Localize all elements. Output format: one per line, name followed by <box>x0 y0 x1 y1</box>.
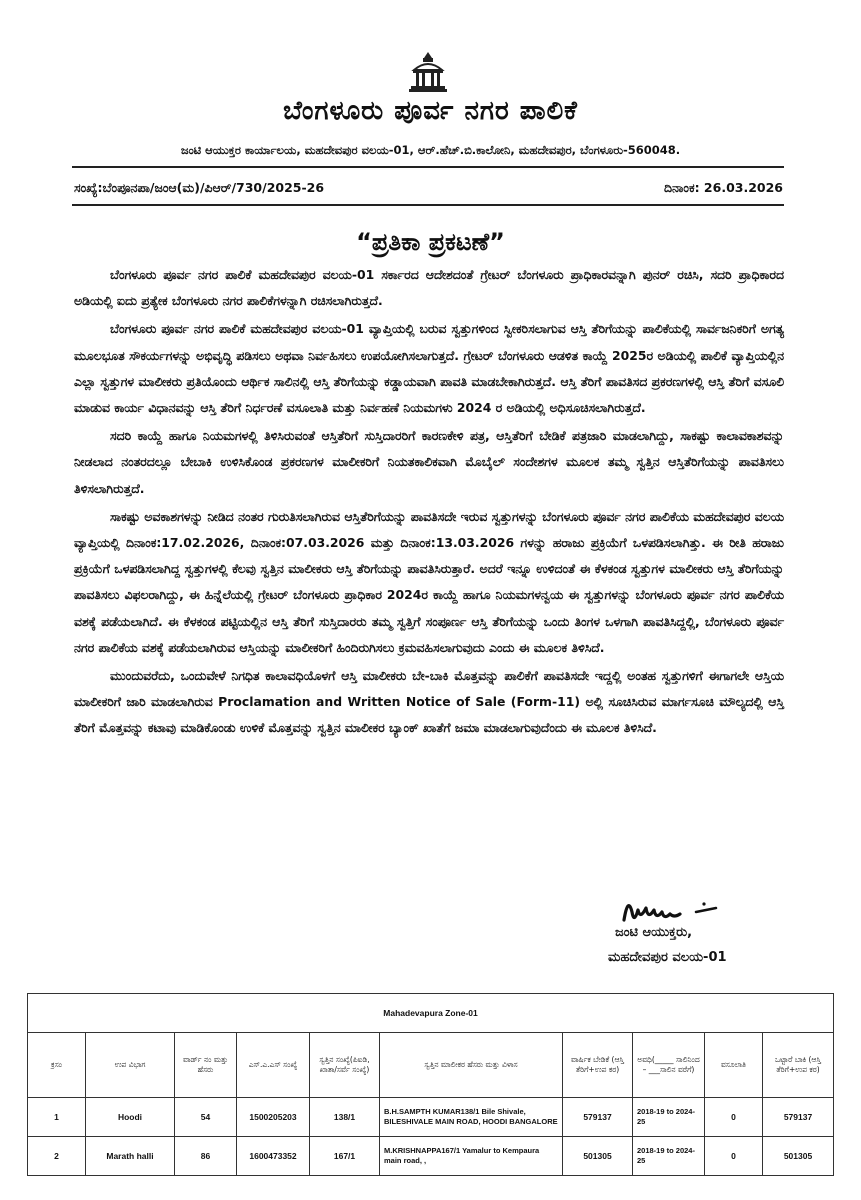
column-header: ಒಟ್ಟಾರೆ ಬಾಕಿ (ಆಸ್ತಿ ತೆರಿಗೆ+ಉಪ ಕರ) <box>763 1033 834 1098</box>
reference-number: ಸಂಖ್ಯೆ:ಬೆಂಪೂನಪಾ/ಜಂಆ(ಮ)/ಪಿಆರ್/730/2025-26 <box>74 180 325 195</box>
table-row <box>28 1098 834 1137</box>
cell-property-no: 167/1 <box>310 1137 380 1176</box>
column-header: ಎಸ್.ಎ.ಎಸ್ ಸಂಖ್ಯೆ <box>237 1033 310 1098</box>
cell-sub-division: Marath halli <box>86 1137 175 1176</box>
cell-property-no: 138/1 <box>310 1098 380 1137</box>
paragraph: ಬೆಂಗಳೂರು ಪೂರ್ವ ನಗರ ಪಾಲಿಕೆ ಮಹದೇವಪುರ ವಲಯ-01 ವ್ಯಾಪ್ತಿಯಲ್ಲಿ ಬರುವ ಸ್ವತ್ತುಗಳಿಂದ ಸ್ವೀಕರಿಸಲಾಗುವ ಆಸ್ತಿ ತೆರಿಗೆಯನ್ನು ಪಾಲಿಕೆಯಲ್ಲಿ ಸಾರ್ವಜನಿಕರಿಗೆ ಅಗತ್ಯ ಮೂಲಭೂತ ಸೌಕರ್ಯಗಳನ್ನು ಅಭಿವೃದ್ಧಿ ಪಡಿಸಲು ಅಥವಾ ನಿರ್ವಹಿಸಲು ಉಪಯೋಗಿಸಲಾಗುತ್ತದೆ. ಗ್ರೇಟರ್ ಬೆಂಗಳೂರು ಆಡಳಿತ ಕಾಯ್ದೆ 2025ರ ಅಡಿಯಲ್ಲಿ ಪಾಲಿಕೆ ವ್ಯಾಪ್ತಿಯಲ್ಲಿನ ಎಲ್ಲಾ ಸ್ವತ್ತುಗಳ ಮಾಲೀಕರು ಪ್ರತಿಯೊಂದು ಆರ್ಥಿಕ ಸಾಲಿನಲ್ಲಿ ಆಸ್ತಿ ತೆರಿಗೆಯನ್ನು ಕಡ್ಡಾಯವಾಗಿ ಪಾವತಿ ಮಾಡಬೇಕಾಗಿರುತ್ತದೆ. ಆಸ್ತಿ ತೆರಿಗೆ ಪಾವತಿಸದ ಪ್ರಕರಣಗಳಲ್ಲಿ ಆಸ್ತಿ ತೆರಿಗೆ ವಸೂಲಿ ಮಾಡುವ ಕಾರ್ಯ ವಿಧಾನವನ್ನು ಆಸ್ತಿ ತೆರಿಗೆ ನಿರ್ಧರಣೆ ವಸೂಲಾತಿ ಮತ್ತು ನಿರ್ವಹಣೆ ನಿಯಮಗಳು 2024 ರ ಅಡಿಯಲ್ಲಿ ಅಧಿಸೂಚಿಸಲಾಗಿರುತ್ತದೆ. <box>74 321 784 416</box>
organization-name: ಬೆಂಗಳೂರು ಪೂರ್ವ ನಗರ ಪಾಲಿಕೆ <box>283 96 578 126</box>
column-header: ವಾರ್ಡ್ ನಂ ಮತ್ತು ಹೆಸರು <box>175 1033 237 1098</box>
cell-collection: 0 <box>705 1098 763 1137</box>
column-header: ವಾರ್ಷಿಕ ಬೇಡಿಕೆ (ಆಸ್ತಿ ತೆರಿಗೆ+ಉಪ ಕರ) <box>563 1033 633 1098</box>
paragraph: ಬೆಂಗಳೂರು ಪೂರ್ವ ನಗರ ಪಾಲಿಕೆ ಮಹದೇವಪುರ ವಲಯ-01 ಸರ್ಕಾರದ ಆದೇಶದಂತೆ ಗ್ರೇಟರ್ ಬೆಂಗಳೂರು ಪ್ರಾಧಿಕಾರವನ್ನಾಗಿ ಪುನರ್ ರಚಿಸಿ, ಸದರಿ ಪ್ರಾಧಿಕಾರದ ಅಡಿಯಲ್ಲಿ ಐದು ಪ್ರತ್ಯೇಕ ಬೆಂಗಳೂರು ನಗರ ಪಾಲಿಕೆಗಳನ್ನಾಗಿ ರಚಿಸಲಾಗಿರುತ್ತದೆ. <box>74 267 784 309</box>
press-release-title: “ಪ್ರತಿಕಾ ಪ್ರಕಟಣೆ” <box>356 228 505 256</box>
government-building-emblem-icon <box>406 50 450 94</box>
office-address: ಜಂಟಿ ಆಯುಕ್ತರ ಕಾರ್ಯಾಲಯ, ಮಹದೇವಪುರ ವಲಯ-01, ಆರ್.ಹೆಚ್.ಬಿ.ಕಾಲೋನಿ, ಮಹದೇವಪುರ, ಬೆಂಗಳೂರು-560048. <box>180 143 681 157</box>
header-divider <box>72 166 784 168</box>
cell-sas-no: 1600473352 <box>237 1137 310 1176</box>
cell-total-due: 501305 <box>763 1137 834 1176</box>
cell-owner-address: M.KRISHNAPPA167/1 Yamalur to Kempaura main road, , <box>380 1137 563 1176</box>
cell-period: 2018-19 to 2024-25 <box>633 1098 705 1137</box>
defaulters-table-container <box>27 993 833 1176</box>
table-header-row <box>28 1033 834 1098</box>
cell-owner-address: B.H.SAMPTH KUMAR138/1 Bile Shivale, BILESHIVALE MAIN ROAD, HOODI BANGALORE <box>380 1098 563 1137</box>
paragraph: ಮುಂದುವರೆದು, ಒಂದುವೇಳೆ ನಿಗಧಿತ ಕಾಲಾವಧಿಯೊಳಗೆ ಆಸ್ತಿ ಮಾಲೀಕರು ಬೇ-ಬಾಕಿ ಮೊತ್ತವನ್ನು ಪಾಲಿಕೆಗೆ ಪಾವತಿಸದೇ ಇದ್ದಲ್ಲಿ ಅಂತಹ ಸ್ವತ್ತುಗಳಿಗೆ ಈಗಾಗಲೇ ಆಸ್ತಿಯ ಮಾಲೀಕರಿಗೆ ಜಾರಿ ಮಾಡಲಾಗಿರುವ Proclamation and Written Notice of Sale (Form-11) ಅಲ್ಲಿ ಸೂಚಿಸಿರುವ ಮಾರ್ಗಸೂಚಿ ಮೌಲ್ಯದಲ್ಲಿ ಆಸ್ತಿ ತೆರಿಗೆ ಮೊತ್ತವನ್ನು ಕಟಾವು ಮಾಡಿಕೊಂಡು ಉಳಿಕೆ ಮೊತ್ತವನ್ನು ಸ್ವತ್ತಿನ ಮಾಲೀಕರ ಬ್ಯಾಂಕ್ ಖಾತೆಗೆ ಜಮಾ ಮಾಡಲಾಗುವುದೆಂದು ಈ ಮೂಲಕ ತಿಳಿಸಿದೆ. <box>74 668 784 736</box>
column-header: ವಸೂಲಾತಿ <box>705 1033 763 1098</box>
cell-ward: 54 <box>175 1098 237 1137</box>
cell-annual-demand: 579137 <box>563 1098 633 1137</box>
reference-date: ದಿನಾಂಕ: 26.03.2026 <box>663 180 783 195</box>
cell-sub-division: Hoodi <box>86 1098 175 1137</box>
cell-ward: 86 <box>175 1137 237 1176</box>
cell-sl-no: 1 <box>28 1098 86 1137</box>
cell-total-due: 579137 <box>763 1098 834 1137</box>
column-header: ಸ್ವತ್ತಿನ ಮಾಲೀಕರ ಹೆಸರು ಮತ್ತು ವಿಳಾಸ <box>380 1033 563 1098</box>
signatory-designation: ಜಂಟಿ ಆಯುಕ್ತರು, <box>615 925 693 940</box>
column-header: ಕ್ರಸಂ <box>28 1033 86 1098</box>
column-header: ಉಪ ವಿಭಾಗ <box>86 1033 175 1098</box>
cell-period: 2018-19 to 2024-25 <box>633 1137 705 1176</box>
cell-sas-no: 1500205203 <box>237 1098 310 1137</box>
cell-annual-demand: 501305 <box>563 1137 633 1176</box>
column-header: ಅವಧಿ(_____ ಸಾಲಿನಿಂದ – ___ಸಾಲಿನ ವರೆಗೆ) <box>633 1033 705 1098</box>
defaulters-table <box>27 993 834 1176</box>
table-caption: Mahadevapura Zone-01 <box>28 994 834 1033</box>
table-row <box>28 1137 834 1176</box>
signatory-office: ಮಹದೇವಪುರ ವಲಯ-01 <box>608 950 727 965</box>
paragraph: ಸಾಕಷ್ಟು ಅವಕಾಶಗಳನ್ನು ನೀಡಿದ ನಂತರ ಗುರುತಿಸಲಾಗಿರುವ ಆಸ್ತಿತೆರಿಗೆಯನ್ನು ಪಾವತಿಸದೇ ಇರುವ ಸ್ವತ್ತುಗಳನ್ನು ಬೆಂಗಳೂರು ಪೂರ್ವ ನಗರ ಪಾಲಿಕೆಯ ಮಹದೇವಪುರ ವಲಯ ವ್ಯಾಪ್ತಿಯಲ್ಲಿ ದಿನಾಂಕ:17.02.2026, ದಿನಾಂಕ:07.03.2026 ಮತ್ತು ದಿನಾಂಕ:13.03.2026 ಗಳನ್ನು ಹರಾಜು ಪ್ರಕ್ರಿಯೆಗೆ ಒಳಪಡಿಸಲಾಗಿತ್ತು. ಈ ರೀತಿ ಹರಾಜು ಪ್ರಕ್ರಿಯೆಗೆ ಒಳಪಡಿಸಲಾಗಿದ್ದ ಸ್ವತ್ತುಗಳಲ್ಲಿ ಕೆಲವು ಸ್ವತ್ತಿನ ಮಾಲೀಕರು ಆಸ್ತಿ ತೆರಿಗೆಯನ್ನು ಪಾವತಿಸಿರುತ್ತಾರೆ. ಅದರೆ ಇನ್ನೂ ಉಳಿದಂತೆ ಈ ಕೆಳಕಂಡ ಸ್ವತ್ತುಗಳ ಮಾಲೀಕರು ಆಸ್ತಿ ತೆರಿಗೆಯನ್ನು ಪಾವತಿಸಲು ವಿಫಲರಾಗಿದ್ದು, ಈ ಹಿನ್ನೆಲೆಯಲ್ಲಿ ಗ್ರೇಟರ್ ಬೆಂಗಳೂರು ಪ್ರಾಧಿಕಾರ 2024ರ ಕಾಯ್ದೆ ಹಾಗೂ ನಿಯಮಗಳನ್ವಯ ಈ ಸ್ವತ್ತುಗಳನ್ನು ಬೆಂಗಳೂರು ಪೂರ್ವ ನಗರ ಪಾಲಿಕೆಯ ವಶಕ್ಕೆ ಪಡೆಯಲಾಗಿದೆ. ಈ ಕೆಳಕಂಡ ಪಟ್ಟಿಯಲ್ಲಿನ ಆಸ್ತಿ ತೆರಿಗೆ ಸುಸ್ತಿದಾರರು ತಮ್ಮ ಸ್ವತ್ತಿಗೆ ಸಂಪೂರ್ಣ ಆಸ್ತಿ ತೆರಿಗೆಯನ್ನು ಒಂದು ತಿಂಗಳ ಒಳಗಾಗಿ ಪಾವತಿಸಿದ್ದಲ್ಲಿ, ಬೆಂಗಳೂರು ಪೂರ್ವ ನಗರ ಪಾಲಿಕೆಯ ವಶಕ್ಕೆ ಪಡೆಯಲಾಗಿರುವ ಆಸ್ತಿಯನ್ನು ಮಾಲೀಕರಿಗೆ ಹಿಂದಿರುಗಿಸಲು ಕ್ರಮವಹಿಸಲಾಗುವುದು ಎಂದು ಈ ಮೂಲಕ ತಿಳಿಸಿದೆ. <box>74 508 784 655</box>
notice-body <box>74 262 784 744</box>
paragraph: ಸದರಿ ಕಾಯ್ದೆ ಹಾಗೂ ನಿಯಮಗಳಲ್ಲಿ ತಿಳಿಸಿರುವಂತೆ ಆಸ್ತಿತೆರಿಗೆ ಸುಸ್ತಿದಾರರಿಗೆ ಕಾರಣಕೇಳಿ ಪತ್ರ, ಆಸ್ತಿತೆರಿಗೆ ಬೇಡಿಕೆ ಪತ್ರಜಾರಿ ಮಾಡಲಾಗಿದ್ದು, ಸಾಕಷ್ಟು ಕಾಲಾವಕಾಶವನ್ನು ನೀಡಲಾದ ನಂತರದಲ್ಲೂ ಬೇಬಾಕಿ ಉಳಿಸಿಕೊಂಡ ಪ್ರಕರಣಗಳ ಮಾಲೀಕರಿಗೆ ನಿಯತಕಾಲಿಕವಾಗಿ ಮೊಬೈಲ್ ಸಂದೇಶಗಳ ಮೂಲಕ ತಮ್ಮ ಸ್ವತ್ತಿನ ಆಸ್ತಿತೆರಿಗೆಯನ್ನು ಪಾವತಿಸಲು ತಿಳಿಸಲಾಗಿರುತ್ತದೆ. <box>74 428 784 496</box>
cell-sl-no: 2 <box>28 1137 86 1176</box>
reference-divider <box>72 204 784 206</box>
cell-collection: 0 <box>705 1137 763 1176</box>
column-header: ಸ್ವತ್ತಿನ ಸಂಖ್ಯೆ(ಪಿಐಡಿ, ಖಾತಾ/ಸರ್ವೆ ಸಂಖ್ಯೆ) <box>310 1033 380 1098</box>
